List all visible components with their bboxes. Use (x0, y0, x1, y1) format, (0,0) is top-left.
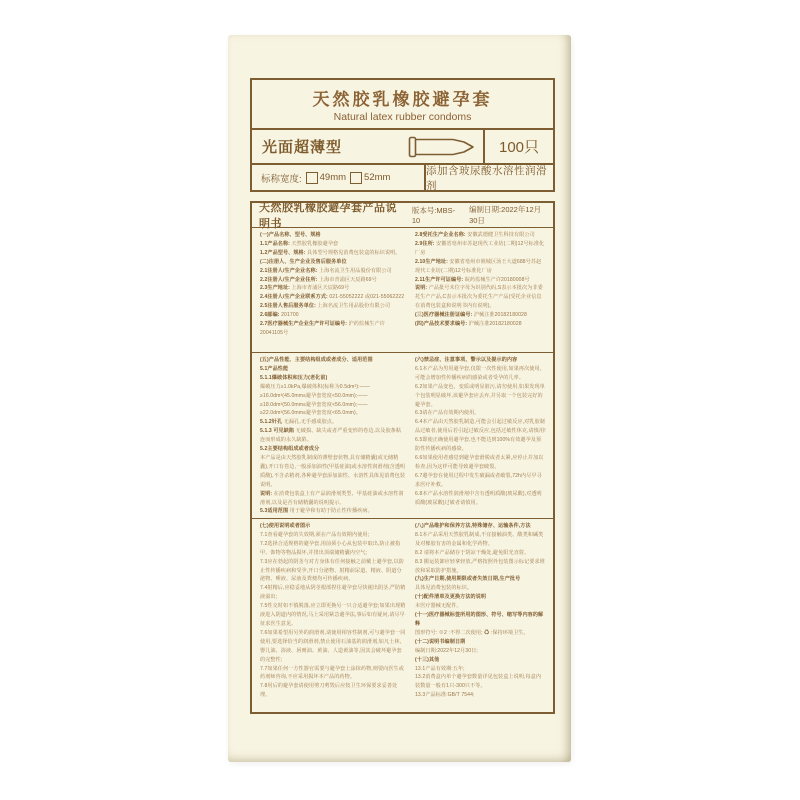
manual-text-line: (九)生产日期,使用期限或者失效日期,生产批号 (415, 576, 521, 583)
manual-text-line: 8.1本产品采用天然胶乳制成,不宜接触油类、酸类和碱类及对橡胶有害的金属和化学药物。 (415, 531, 544, 547)
product-title: 天然胶乳橡胶避孕套 (312, 90, 493, 109)
type-row (252, 130, 553, 165)
manual-text-line: (十三)其他 (415, 656, 440, 663)
manual-text-line: (七)使用说明或者图示 (260, 523, 311, 529)
manual-text-line: 2.9住所: 安徽省亳州市苏赵现代工业坊(二期)12号标准化厂房 (415, 240, 545, 256)
manual-text-line: 7.7如果任何一方性器官需要与避孕套上涂抹药物,则要向医生或药剂师咨询,不应采用损坏本产品的药物。 (260, 665, 404, 681)
manual-text-line: 本医疗器械无配件。 (415, 603, 462, 610)
width-option-52: 52mm (364, 172, 391, 183)
manual-text-line: 2.2注册人/生产企业住所: 上海市青浦区天辰路69号 (260, 276, 377, 283)
manual-text-line: 2.3生产地址: 上海市青浦区天辰路69号 (260, 285, 350, 292)
manual-text-line: 2.1注册人/生产企业名称: 上海名流卫生用品股份有限公司 (260, 267, 392, 274)
manual-text-line: 2.11生产许可证编号: 皖药监械生产许20180008号 (415, 276, 530, 283)
column-right (408, 519, 553, 712)
manual-text-line: (八)产品维护和保养方法,特殊储存、运输条件,方法 (415, 523, 531, 529)
manual-text-line: (十)配件清单及更换方法的说明 (415, 594, 487, 601)
column-left (252, 519, 408, 712)
manual-text-line: 5.2主要结构组成或者成分 (260, 446, 320, 453)
checkbox-52mm (350, 172, 362, 184)
manual-text-line: 13.2消费盒内单个避孕套数量详见包装盒上说明,每盒内装数量一般有1只-300只不等。 (415, 674, 542, 690)
type-label: 光面超薄型 (262, 139, 343, 156)
manual-title: 天然胶乳橡胶避孕套产品说明书 (259, 202, 397, 230)
manual-section-identity (252, 228, 553, 353)
manual-text-line: 1.2产品型号、规格: 具体型号规格见消费包装盒的标识说明。 (260, 249, 401, 256)
manual-text-line: 2.7医疗器械生产企业生产许可证编号: 沪药监械生产许20041105号 (260, 321, 385, 336)
manual-box (250, 201, 555, 714)
manual-text-line: 6.5即使正确使用避孕套,也不能达到100%有效避孕及预防性传播疾病的感染。 (415, 437, 542, 453)
manual-text-line: 8.2 请将本产品储存于阴凉干燥处,避免阳光直射。 (415, 549, 530, 556)
manual-text-line: 7.4射精后,应稳妥地从阴茎根部捏住避孕套尽快褪出阴茎,严防精液溢出; (260, 585, 406, 601)
product-subtitle: Natural latex rubber condoms (333, 111, 472, 123)
title-row (252, 80, 553, 130)
manual-text-line: 6.2如果产品变色、变质或明显脏污,请勿使用,如果发现单个包装明显破坏,该避孕套应丢弃,并另取一个包装完好的避孕套。 (415, 383, 545, 408)
manual-text-line: 6.8本产品水溶性润滑剂中含有透明质酸(玻尿酸),对透明质酸(玻尿酸)过敏者请慎用。 (415, 490, 542, 506)
width-label: 标称宽度: (261, 173, 302, 185)
manual-text-line: 13.1产品有效期:五年; (415, 665, 465, 672)
manual-text-line: 5.1产品性能 (260, 365, 289, 372)
manual-text-line: (十二)说明书编制日期 (415, 638, 466, 645)
manual-text-line: 13.3产品标准:GB/T 7544; (415, 692, 475, 699)
column-left (252, 228, 408, 352)
manual-text-line: 8.3 搬运装卸应轻拿轻放,严格按照外包装图示标记要求堆放和采取防护措施。 (415, 558, 545, 574)
manual-text-line: 1.1产品名称: 天然胶乳橡胶避孕套 (260, 240, 339, 247)
manual-text-line: 7.1查看避孕套的失效期,须在产品有效期内使用; (260, 531, 370, 538)
manual-text-line: (三)医疗器械注册证编号: 沪械注准20182180028 (415, 312, 527, 319)
manual-text-line: 5.1.2针孔 无漏孔,无手感成胶点。 (260, 419, 338, 426)
manual-text-line: 2.6邮编: 201700 (260, 312, 299, 319)
manual-text-line: 说明: 产品批号末位字母为识别代码,S表示本批次为非委托生产产品,C表示本批次为委托生产产品(受托企业信息在消费包装盒和说明书内有说明)。 (415, 285, 543, 310)
column-left (252, 353, 408, 518)
manual-text-line: 6.4本产品由天然胶乳制造,可能会引起过敏反应,对乳胶制品过敏者,使用后若引起过敏反应,包括过敏性休克,请慎用! (415, 419, 546, 435)
manual-text-line: (一)产品名称、型号、规格 (260, 232, 321, 238)
manual-text-line: 编制日期:2022年12月30日; (415, 647, 478, 654)
manual-text-line: 7.8用后的避孕套请使用剪刀剪毁后应按卫生环保要求妥善处理。 (260, 683, 398, 699)
additive-label: 添加含玻尿酸水溶性润滑剂 (424, 165, 553, 190)
manual-text-line: 7.5性交时如不慎脱落,应立即更换另一只合适避孕套;如果出现精液进入阴道内的情况,马上采用紧急避孕法,事后如有疑问,请尽早征求医生意见。 (260, 603, 406, 627)
manual-text-line: 2.8受托生产企业名称: 安徽武德健卫生科技有限公司 (415, 232, 535, 238)
condom-package-back (228, 35, 571, 762)
manual-text-line: (六)禁忌症、注意事项、警示以及提示的内容 (415, 357, 518, 363)
manual-text-line: 2.10生产地址: 安徽省亳州市谯城区汤王大道688号苏赵现代工业坊(二期)12号标准化厂房 (415, 258, 542, 274)
manual-text-line: (十一)医疗器械标签所用的图形、符号、缩写等内容的解释 (415, 612, 544, 627)
manual-text-line: 2.5注册人售后服务单位: 上海名流卫生用品股份有限公司 (260, 303, 391, 310)
manual-text-line: 2.4注册人/生产企业联系方式: 021-55052222 或021-55062222 (260, 294, 405, 301)
manual-header (252, 203, 553, 228)
manual-text-line: (四)产品技术要求编号: 沪械注准20182180028 (415, 321, 522, 328)
manual-section-performance (252, 353, 553, 519)
width-option-49: 49mm (319, 172, 347, 183)
manual-text-line: (五)产品性能、主要结构组成或者成分、适用范围 (260, 357, 373, 363)
checkbox-49mm (306, 172, 318, 184)
column-right (408, 353, 553, 518)
manual-text-line: 5.1.3 可见缺陷 无破损、缺失或者严重变形的卷边,以及胶条粘连而形成的永久缺陷。 (260, 428, 402, 444)
manual-text-line: 6.6如果使用者感觉到避孕套滑脱或者太紧,应停止并加以检查,因为这样可能导致避孕套破裂。 (415, 454, 544, 470)
manual-version: 版本号:MBS-10 (411, 206, 456, 225)
manual-text-line: 具体见消费包装的标识。 (415, 585, 473, 592)
manual-text-line: 5.3适用范围 用于避孕和有助于防止性传播疾病。 (260, 508, 373, 515)
column-right (408, 228, 553, 352)
manual-date: 编制日期:2022年12月30日 (469, 205, 542, 225)
manual-text-line: 本产品是由天然胶乳制成的薄壁套状物,具有储精囊(或无储精囊),开口有卷边,一般添加油性(甲基硅油)或水溶性润滑剂(含透明质酸),不含杀精剂,各种避孕套添加油性、水溶性具体见消费包装说明。 (260, 454, 406, 488)
manual-text-line: 7.3应在勃起的阴茎与对方身体有任何接触之前戴上避孕套,以防止性传播疾病和受孕,开口分泌物、射精前尿道、精液、阴道分泌物、唾液、尿液及粪便均可传播疾病。 (260, 558, 404, 583)
manual-section-usage (252, 519, 553, 712)
manual-text-line: 7.2选择合适规格的避孕套,用前须小心从包装中取出,防止被指甲、饰物等物品损坏,并排出顶端储精囊内空气; (260, 540, 401, 556)
count-badge: 100只 (483, 130, 553, 163)
spec-box (250, 78, 555, 192)
width-row (252, 165, 553, 190)
width-cell (252, 165, 424, 190)
manual-text-line: 图形符号: ⊗2 :不得二次使用; ♻ :保持环境卫生。 (415, 629, 529, 636)
condom-icon (400, 130, 483, 163)
manual-text-line: 6.7避孕套在使用过程中发生破漏或者破裂,72h内尽早寻求医疗补救。 (415, 472, 542, 488)
manual-text-line: 7.6如果希望用另外的润滑剂,请使用相容性制剂,可与避孕套一同使用,要选择恰当的润滑剂,禁止使用石油基的润滑剂,如凡士林、婴儿油、浴液、唇膏油、黄油、人造黄油等,因其会破坏避孕套的完整性; (260, 629, 406, 663)
manual-text-line: 爆破压力≥1.0kPa,爆破体积(标称为0.5dm³):——≥16.0dm³(45.0mm≤避孕套宽度<50.0mm);——≥18.0dm³(50.0mm≤避孕套宽度<56.0mm);——≥22.0dm³(56.0mm≤避孕套宽度<65.0mm)。 (260, 383, 370, 417)
manual-text-line: 6.1本产品为男用避孕套,仅限一次性使用,如果再次使用,可能会增加性传播疾病的感染或者受孕的几率。 (415, 365, 542, 381)
manual-text-line: (二)注册人、生产企业及售后服务单位 (260, 258, 347, 265)
manual-text-line: 说明: 在消费包装盒上有产品润滑剂类型、甲基硅油或水溶性润滑剂,以及是否有储精囊的说明提示。 (260, 490, 404, 506)
manual-text-line: 6.3请在产品有效期内使用。 (415, 410, 480, 417)
manual-text-line: 5.1.1爆破体积和压力(老化前) (260, 374, 328, 381)
